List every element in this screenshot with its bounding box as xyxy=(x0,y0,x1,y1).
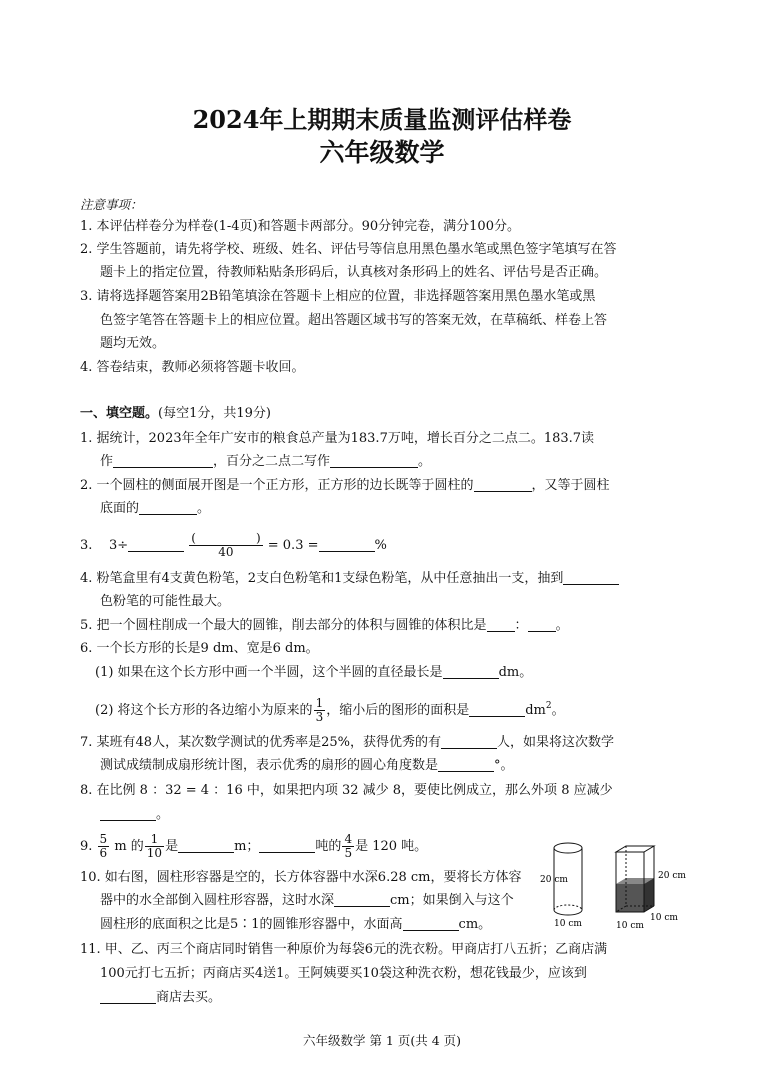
question-5 xyxy=(80,617,569,635)
q6-1-text-b: dm。 xyxy=(498,665,533,680)
cuboid-height-label: 20 cm xyxy=(658,871,686,881)
notice-heading: 注意事项： xyxy=(80,197,143,212)
answer-blank[interactable] xyxy=(139,500,197,515)
q9-f2-num: 1 xyxy=(145,833,164,847)
q4-text-a: 4. 粉笔盒里有4支黄色粉笔，2支白色粉笔和1支绿色粉笔，从中任意抽出一支，抽到 xyxy=(80,571,564,586)
q9-text-d: 吨的 xyxy=(315,839,342,854)
answer-blank[interactable] xyxy=(438,757,494,772)
q7-text-c: 测试成绩制成扇形统计图，表示优秀的扇形的圆心角度数是 xyxy=(100,758,439,773)
answer-blank[interactable] xyxy=(100,806,156,821)
q6-2-exponent: 2 xyxy=(545,701,552,711)
q3-percent: % xyxy=(374,538,387,553)
q10-text-d: cm。 xyxy=(458,917,492,932)
question-1-line-2 xyxy=(100,453,431,471)
q9-f1-den: 6 xyxy=(99,846,108,860)
question-10-line-1: 10. 如右图，圆柱形容器是空的，长方体容器中水深6.28 cm，要将长方体容 xyxy=(80,870,522,885)
answer-blank[interactable] xyxy=(319,537,375,552)
question-11-line-3 xyxy=(100,989,221,1007)
answer-blank[interactable] xyxy=(403,916,459,931)
notice-line-3: 3. 请将选择题答案用2B铅笔填涂在答题卡上相应的位置，非选择题答案用黑色墨水笔或黑 xyxy=(80,289,596,304)
question-2-line-1 xyxy=(80,477,610,495)
answer-blank[interactable] xyxy=(441,734,497,749)
answer-blank[interactable] xyxy=(334,892,390,907)
q5-text-a: 5. 把一个圆柱削成一个最大的圆锥，削去部分的体积与圆锥的体积比是 xyxy=(80,618,487,633)
q6-fraction xyxy=(314,697,326,724)
question-3 xyxy=(80,532,387,559)
page-subtitle: 六年级数学 xyxy=(319,138,445,167)
q9-text-b: 是 xyxy=(165,839,179,854)
question-9 xyxy=(80,833,427,860)
question-11-line-1: 11. 甲、乙、丙三个商店同时销售一种原价为每袋6元的洗衣粉。甲商店打八五折；乙商店满 xyxy=(80,942,608,957)
q3-text-a: 3÷ xyxy=(108,538,129,553)
q9-fraction-3 xyxy=(342,833,354,860)
answer-blank[interactable] xyxy=(113,453,213,468)
q10-text-a: 器中的水全部倒入圆柱形容器，这时水深 xyxy=(100,893,335,908)
question-10-line-2 xyxy=(100,892,514,910)
q9-f3-den: 5 xyxy=(344,846,353,860)
cylinder-diameter-label: 10 cm xyxy=(554,919,582,929)
q2-text-c: 底面的 xyxy=(100,501,140,516)
q7-text-d: °。 xyxy=(494,758,514,773)
question-8-line-2 xyxy=(100,806,169,824)
answer-blank[interactable] xyxy=(443,664,499,679)
question-8-line-1: 8. 在比例 8 ：32 = 4 ：16 中，如果把内项 32 减少 8，要使比例成立，那么外项 8 应减少 xyxy=(80,783,613,798)
q5-colon: ： xyxy=(514,618,528,633)
section-heading xyxy=(80,405,271,423)
question-4-line-2: 色粉笔的可能性最大。 xyxy=(100,594,231,609)
question-6-part-1 xyxy=(95,664,532,682)
q6-2-unit: dm xyxy=(525,703,546,718)
q6-2-text-b: ，缩小后的图形的面积是 xyxy=(326,703,470,718)
cuboid-length-label: 10 cm xyxy=(616,921,644,931)
section-title: 一、填空题。 xyxy=(80,406,159,421)
answer-blank[interactable] xyxy=(528,617,556,632)
answer-blank[interactable] xyxy=(100,989,156,1004)
q5-text-b: 。 xyxy=(555,618,569,633)
question-7-line-1 xyxy=(80,734,614,752)
q9-f2-den: 10 xyxy=(146,846,163,860)
answer-blank[interactable] xyxy=(330,453,418,468)
q6-fraction-num: 1 xyxy=(315,696,324,710)
q3-paren-left: ( xyxy=(191,531,196,545)
notice-line-4: 4. 答卷结束，教师必须将答题卡收回。 xyxy=(80,360,305,375)
q9-fraction-2 xyxy=(145,833,164,860)
question-11-line-2: 100元打七五折；丙商店买4送1。王阿姨要买10袋这种洗衣粉，想花钱最少，应该到 xyxy=(100,966,587,981)
q9-text-e: 是 120 吨。 xyxy=(355,839,428,854)
q2-text-b: ，又等于圆柱 xyxy=(531,478,610,493)
q6-fraction-den: 3 xyxy=(315,710,324,724)
question-6-part-2 xyxy=(95,697,565,724)
q10-text-b: cm；如果倒入与这个 xyxy=(390,893,514,908)
q6-2-text-a: (2) 将这个长方形的各边缩小为原来的 xyxy=(95,703,313,718)
q8-text-b: 。 xyxy=(156,807,170,822)
answer-blank[interactable] xyxy=(178,838,234,853)
q9-fraction-1 xyxy=(98,833,110,860)
containers-figure xyxy=(540,838,726,931)
question-7-line-2 xyxy=(100,757,514,775)
q10-text-c: 圆柱形的底面积之比是5∶1的圆锥形容器中，水面高 xyxy=(100,917,403,932)
section-note: (每空1分，共19分) xyxy=(158,406,271,421)
q11-text-c: 商店去买。 xyxy=(156,990,222,1005)
q3-text-b: = 0.3 = xyxy=(267,538,319,553)
q7-text-a: 7. 某班有48人，某次数学测试的优秀率是25%，获得优秀的有 xyxy=(80,735,441,750)
q3-fraction xyxy=(189,532,262,559)
q6-1-text-a: (1) 如果在这个长方形中画一个半圆，这个半圆的直径最长是 xyxy=(95,665,443,680)
q6-2-text-c: 。 xyxy=(551,703,565,718)
q9-number: 9. xyxy=(80,839,93,854)
notice-line-1: 1. 本评估样卷分为样卷(1-4页)和答题卡两部分。90分钟完卷，满分100分。 xyxy=(80,219,520,234)
cylinder-height-label: 20 cm xyxy=(540,875,568,885)
answer-blank[interactable] xyxy=(487,617,515,632)
question-10-line-3 xyxy=(100,916,491,934)
notice-line-3-cont-2: 题均无效。 xyxy=(100,336,166,351)
cuboid-width-label: 10 cm xyxy=(650,913,678,923)
page-footer: 六年级数学 第 1 页(共 4 页) xyxy=(302,1033,462,1048)
answer-blank[interactable] xyxy=(128,537,184,552)
q3-number: 3. xyxy=(80,538,93,553)
q9-f1-num: 5 xyxy=(99,832,108,846)
q1-text-c: 。 xyxy=(418,454,432,469)
q1-text-a: 作 xyxy=(100,454,114,469)
q7-text-b: 人，如果将这次数学 xyxy=(496,735,614,750)
question-4-line-1 xyxy=(80,570,619,588)
q9-text-c: m； xyxy=(234,839,260,854)
cuboid-container xyxy=(616,846,654,912)
q1-text-b: ，百分之二点二写作 xyxy=(213,454,331,469)
answer-blank[interactable] xyxy=(469,702,525,717)
answer-blank[interactable] xyxy=(474,477,532,492)
notice-line-3-cont: 色签字笔答在答题卡上的相应位置。超出答题区域书写的答案无效，在草稿纸、样卷上答 xyxy=(100,313,608,328)
q9-f3-num: 4 xyxy=(344,832,353,846)
question-2-line-2 xyxy=(100,500,210,518)
notice-line-2-cont: 题卡上的指定位置，待教师粘贴条形码后，认真核对条形码上的姓名、评估号是否正确。 xyxy=(100,265,608,280)
question-1-line-1: 1. 据统计，2023年全年广安市的粮食总产量为183.7万吨，增长百分之二点二。183.7读 xyxy=(80,431,595,446)
page-title: 2024年上期期末质量监测评估样卷 xyxy=(192,105,572,134)
answer-blank[interactable] xyxy=(563,570,619,585)
q2-text-a: 2. 一个圆柱的侧面展开图是一个正方形，正方形的边长既等于圆柱的 xyxy=(80,478,474,493)
q2-text-d: 。 xyxy=(197,501,211,516)
q9-text-a: m 的 xyxy=(114,839,144,854)
notice-line-2: 2. 学生答题前，请先将学校、班级、姓名、评估号等信息用黑色墨水笔或黑色签字笔填写在答 xyxy=(80,242,617,257)
answer-blank[interactable] xyxy=(259,838,315,853)
question-6: 6. 一个长方形的长是9 dm、宽是6 dm。 xyxy=(80,641,319,656)
q3-paren-right: ) xyxy=(255,531,261,545)
q3-denominator: 40 xyxy=(218,545,234,559)
